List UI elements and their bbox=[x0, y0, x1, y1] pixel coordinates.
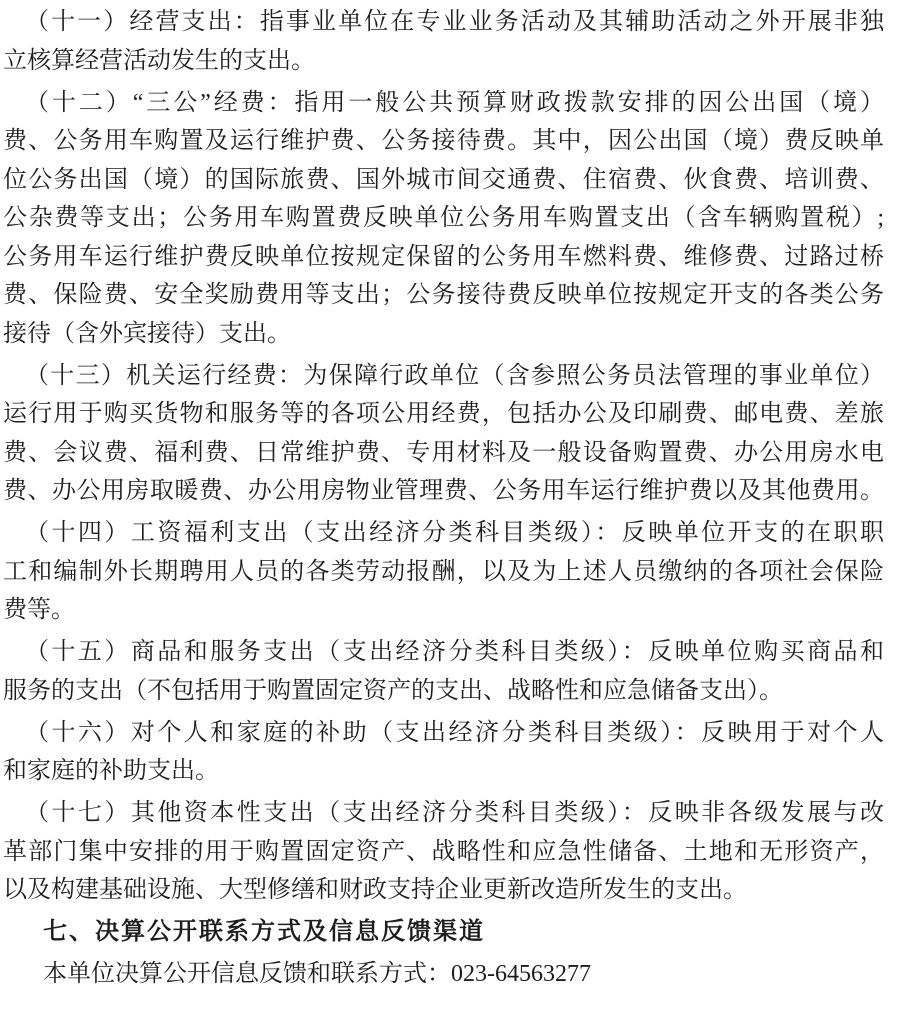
text-line: 费、公务用车购置及运行维护费、公务接待费。其中，因公出国（境）费反映单 bbox=[3, 128, 884, 154]
para-contact-info bbox=[3, 955, 884, 994]
para-12-three-public-funds bbox=[3, 84, 884, 354]
para-14-salary-welfare-expenditure bbox=[3, 514, 884, 630]
text-line: 革部门集中安排的用于购置固定资产、战略性和应急性储备、土地和无形资产， bbox=[3, 838, 884, 865]
text-line: 费、会议费、福利费、日常维护费、专用材料及一般设备购置费、办公用房水电 bbox=[3, 439, 884, 466]
para-16-subsidies-individuals-families bbox=[3, 714, 884, 791]
text-line: （十一）经营支出：指事业单位在专业业务活动及其辅助活动之外开展非独 bbox=[25, 9, 884, 35]
text-line: 接待（含外宾接待）支出。 bbox=[3, 320, 291, 347]
text-line: 和家庭的补助支出。 bbox=[3, 758, 219, 784]
document-body bbox=[3, 3, 884, 994]
para-13-agency-operating-funds bbox=[3, 357, 884, 511]
text-line: 工和编制外长期聘用人员的各类劳动报酬，以及为上述人员缴纳的各项社会保险 bbox=[3, 558, 884, 585]
text-line: （十七）其他资本性支出（支出经济分类科目类级）：反映非各级发展与改 bbox=[25, 800, 884, 826]
para-17-other-capital-expenditure bbox=[3, 794, 884, 910]
text-line: 运行用于购买货物和服务等的各项公用经费，包括办公及印刷费、邮电费、差旅 bbox=[3, 401, 884, 427]
text-line: （十三）机关运行经费：为保障行政单位（含参照公务员法管理的事业单位） bbox=[25, 362, 884, 389]
text-line: 以及构建基础设施、大型修缮和财政支持企业更新改造所发生的支出。 bbox=[3, 877, 747, 903]
text-line: 费、保险费、安全奖励费用等支出；公务接待费反映单位按规定开支的各类公务 bbox=[3, 282, 884, 308]
text-line: 公务用车运行维护费反映单位按规定保留的公务用车燃料费、维修费、过路过桥 bbox=[3, 243, 884, 270]
para-11-operating-expenditure bbox=[3, 3, 884, 80]
text-line: 服务的支出（不包括用于购置固定资产的支出、战略性和应急储备支出）。 bbox=[3, 677, 783, 704]
text-line: 公杂费等支出；公务用车购置费反映单位公务用车购置支出（含车辆购置税）; bbox=[3, 205, 884, 231]
heading-section-7-feedback-channel bbox=[3, 913, 884, 952]
text-line: 七、决算公开联系方式及信息反馈渠道 bbox=[43, 919, 485, 945]
text-line: （十五）商品和服务支出（支出经济分类科目类级）：反映单位购买商品和 bbox=[25, 639, 884, 665]
text-line: 费、办公用房取暖费、办公用房物业管理费、公务用车运行维护费以及其他费用。 bbox=[3, 478, 884, 504]
text-line: 本单位决算公开信息反馈和联系方式：023-64563277 bbox=[43, 961, 591, 987]
text-line: （十六）对个人和家庭的补助（支出经济分类科目类级）：反映用于对个人 bbox=[25, 719, 884, 746]
para-15-goods-services-expenditure bbox=[3, 633, 884, 710]
text-line: （十四）工资福利支出（支出经济分类科目类级）：反映单位开支的在职职 bbox=[25, 520, 884, 546]
text-line: 费等。 bbox=[3, 597, 75, 623]
text-line: 立核算经营活动发生的支出。 bbox=[3, 47, 315, 74]
text-line: （十二）“三公”经费：指用一般公共预算财政拨款安排的因公出国（境） bbox=[25, 89, 884, 116]
text-line: 位公务出国（境）的国际旅费、国外城市间交通费、住宿费、伙食费、培训费、 bbox=[3, 166, 884, 193]
